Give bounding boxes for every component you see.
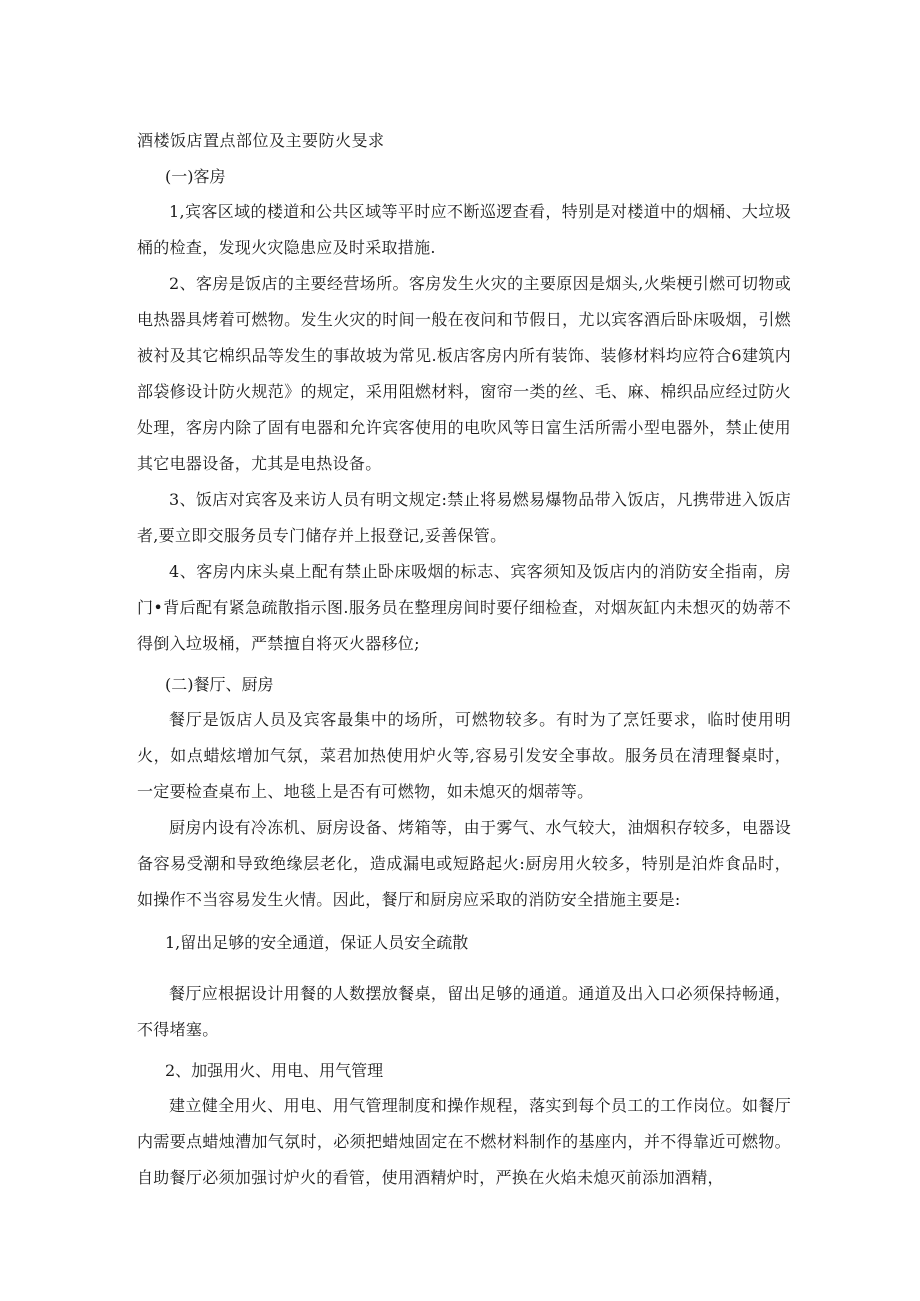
paragraph-guest-rooms-3: 3、饭店对宾客及来访人员有明文规定:禁止将易燃易爆物品带入饭店，凡携带进入饭店者,要立即交服务员专门储存并上报登记,妥善保管。 (137, 490, 791, 545)
paragraph-guest-rooms-1: 1,宾客区域的楼道和公共区域等平时应不断巡逻查看，特别是对楼道中的烟桶、大垃圾桶的检查，发现火灾隐患应及时采取措施. (137, 202, 791, 257)
paragraph-safe-passage: 餐厅应根据设计用餐的人数摆放餐桌，留出足够的通道。通道及出入口必须保持畅通，不得堵塞。 (137, 984, 791, 1039)
document-title: 酒楼饭店置点部位及主要防火旻求 (137, 131, 385, 150)
paragraph-fire-power-gas: 建立健全用火、用电、用气管理制度和操作规程，落实到每个员工的工作岗位。如餐厅内需要点蜡烛漕加气氛时，必须把蜡烛固定在不燃材料制作的基座内，并不得靠近可燃物。自助餐厅必须加强讨炉火的看管，使用酒精炉时，严换在火焰未熄灭前添加酒精， (137, 1096, 791, 1187)
paragraph-guest-rooms-4: 4、客房内床头桌上配有禁止卧床吸烟的标志、宾客须知及饭店内的消防安全指南，房门•背后配有紧急疏散指示图.服务员在整理房间时要仔细检查，对烟灰缸内未想灭的妫蒂不得倒入垃圾桶，严禁擅自将灭火器移位; (137, 562, 791, 653)
subheading-safe-passage: 1,留出足够的安全通道，保证人员安全疏散 (165, 933, 469, 952)
section-heading-dining-kitchen: (二)餐厅、厨房 (165, 675, 274, 694)
paragraph-kitchen-1: 厨房内设有冷冻机、厨房设备、烤箱等，由于雾气、水气较大，油烟积存较多，电器设备容易受潮和导致绝缘层老化，造成漏电或短路起火:厨房用火较多，特别是泊炸食品时，如操作不当容易发生火情。因此，餐厅和厨房应采取的消防安全措施主要是: (137, 818, 791, 909)
paragraph-guest-rooms-2: 2、客房是饭店的主要经营场所。客房发生火灾的主要原因是烟头,火柴梗引燃可切物或电热器具烤着可燃物。发生火灾的时间一般在夜问和节假日，尤以宾客酒后卧床吸烟，引燃被衬及其它棉织品等发生的事故坡为常见.板店客房内所有装饰、装修材料均应符合6建筑内部袋修设计防火规范》的规定，采用阻燃材料，窗帘一类的丝、毛、麻、棉织品应经过防火处理，客房内除了固有电器和允许宾客使用的电吹风等日富生活所需小型电器外，禁止使用其它电器设备，尤其是电热设备。 (137, 274, 791, 473)
section-heading-guest-rooms: (一)客房 (165, 167, 226, 186)
subheading-fire-power-gas: 2、加强用火、用电、用气管理 (165, 1061, 384, 1080)
paragraph-dining-1: 餐厅是饭店人员及宾客最集中的场所，可燃物较多。有时为了烹饪要求，临时使用明火，如点蜡炫增加气氛，菜君加热使用炉火等,容易引发安全事故。服务员在清理餐桌时，一定要检查桌布上、地毯上是否有可燃物，如未熄灭的烟蒂等。 (137, 710, 791, 801)
